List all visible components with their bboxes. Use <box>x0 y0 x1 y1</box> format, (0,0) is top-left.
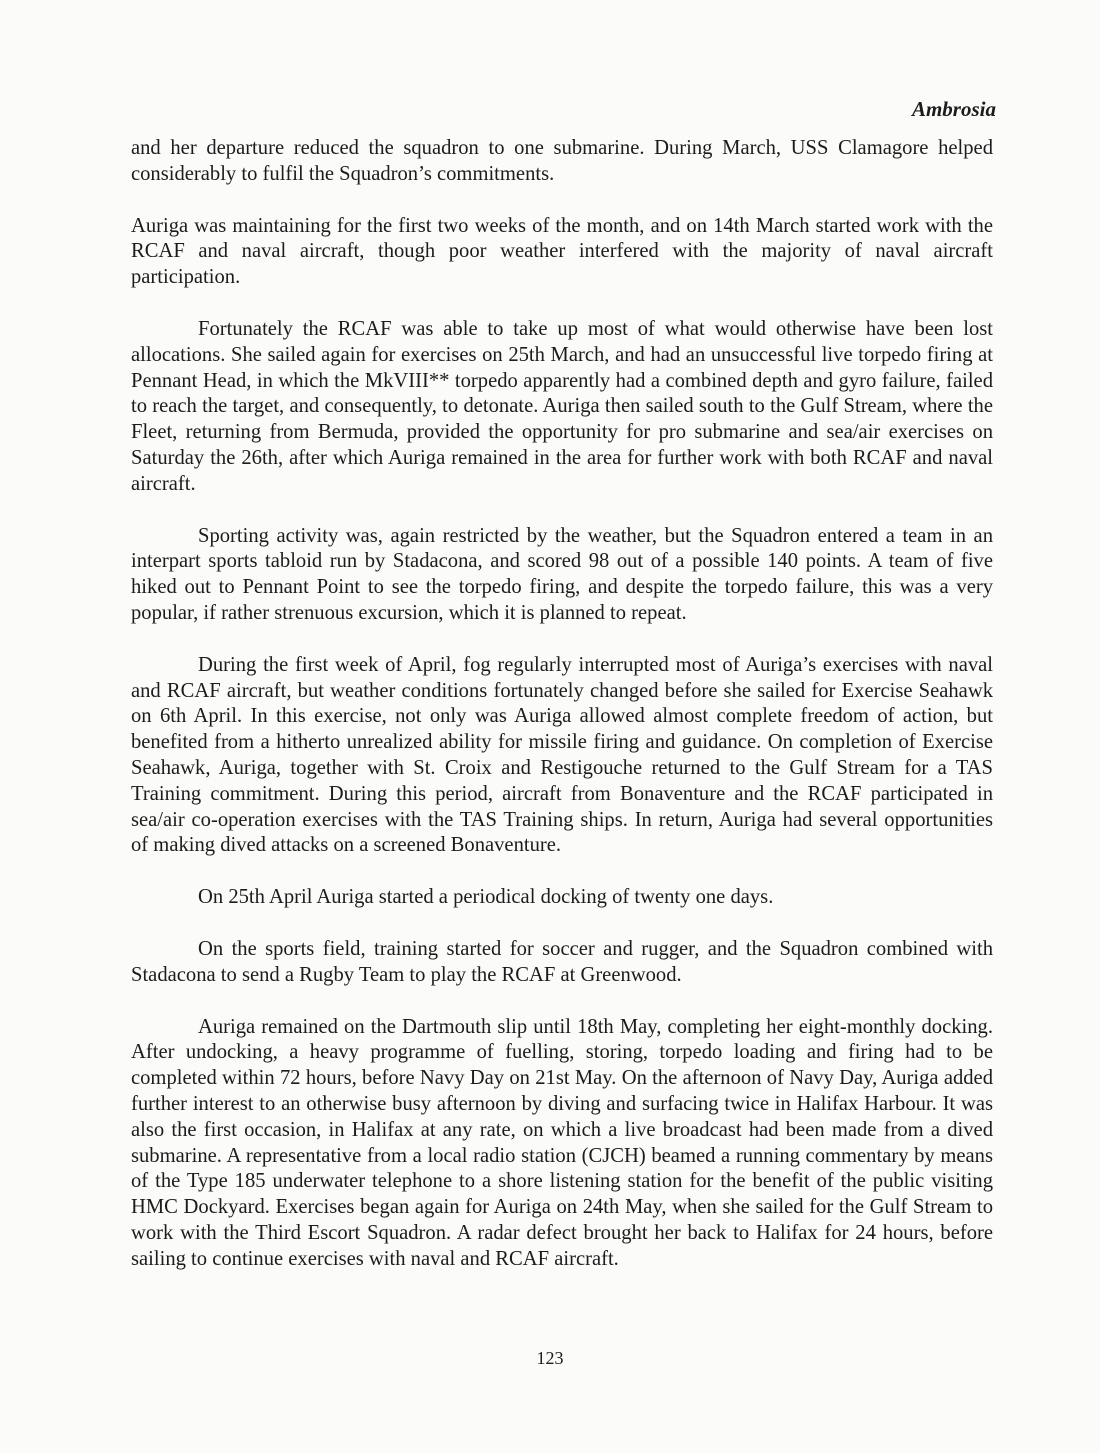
paragraph-4: Sporting activity was, again restricted by the weather, but the Squadron entered a team in an interpart sports tabloid run by Stadacona, and scored 98 out of a possible 140 points. A team of five hiked out to Pennant Point to see the torpedo firing, and despite the torpedo failure, this was a very popular, if rather strenuous excursion, which it is planned to repeat. <box>131 524 993 624</box>
paragraph-3: Fortunately the RCAF was able to take up most of what would otherwise have been lost allocations. She sailed again for exercises on 25th March, and had an unsuccessful live torpedo firing at Pennant Head, in which the MkVIII** torpedo apparently had a combined depth and gyro failure, failed to reach the target, and consequently, to detonate. Auriga then sailed south to the Gulf Stream, where the Fleet, returning from Bermuda, provided the opportunity for pro submarine and sea/air exercises on Saturday the 26th, after which Auriga remained in the area for further work with both RCAF and naval aircraft. <box>131 317 993 495</box>
paragraph-1: and her departure reduced the squadron to one submarine. During March, USS Clamagore helped considerably to fulfil the Squadron’s commitments. <box>131 137 993 185</box>
page-number: 123 <box>536 1348 564 1368</box>
running-header: Ambrosia <box>911 97 996 121</box>
paragraph-7: On the sports field, training started for soccer and rugger, and the Squadron combined with Stadacona to send a Rugby Team to play the RCAF at Greenwood. <box>131 937 993 986</box>
paragraph-2: Auriga was maintaining for the first two weeks of the month, and on 14th March started work with the RCAF and naval aircraft, though poor weather interfered with the majority of naval aircraft participation. <box>131 214 993 289</box>
page-body <box>131 136 993 1298</box>
paragraph-6: On 25th April Auriga started a periodical docking of twenty one days. <box>198 886 774 909</box>
paragraph-8: Auriga remained on the Dartmouth slip until 18th May, completing her eight-monthly docking. After undocking, a heavy programme of fuelling, storing, torpedo loading and firing had to be completed within 72 hours, before Navy Day on 21st May. On the afternoon of Navy Day, Auriga added further interest to an otherwise busy afternoon by diving and surfacing twice in Halifax Harbour. It was also the first occasion, in Halifax at any rate, on which a live broadcast had been made from a dived submarine. A representative from a local radio station (CJCH) beamed a running commentary by means of the Type 185 underwater telephone to a shore listening station for the benefit of the public visiting HMC Dockyard. Exercises began again for Auriga on 24th May, when she sailed for the Gulf Stream to work with the Third Escort Squadron. A radar defect brought her back to Halifax for 24 hours, before sailing to continue exercises with naval and RCAF aircraft. <box>131 1015 993 1270</box>
paragraph-5: During the first week of April, fog regularly interrupted most of Auriga’s exercises with naval and RCAF aircraft, but weather conditions fortunately changed before she sailed for Exercise Seahawk on 6th April. In this exercise, not only was Auriga allowed almost complete freedom of action, but benefited from a hitherto unrealized ability for missile firing and guidance. On completion of Exercise Seahawk, Auriga, together with St. Croix and Restigouche returned to the Gulf Stream for a TAS Training commitment. During this period, aircraft from Bonaventure and the RCAF participated in sea/air co-operation exercises with the TAS Training ships. In return, Auriga had several opportunities of making dived attacks on a screened Bonaventure. <box>131 653 993 857</box>
